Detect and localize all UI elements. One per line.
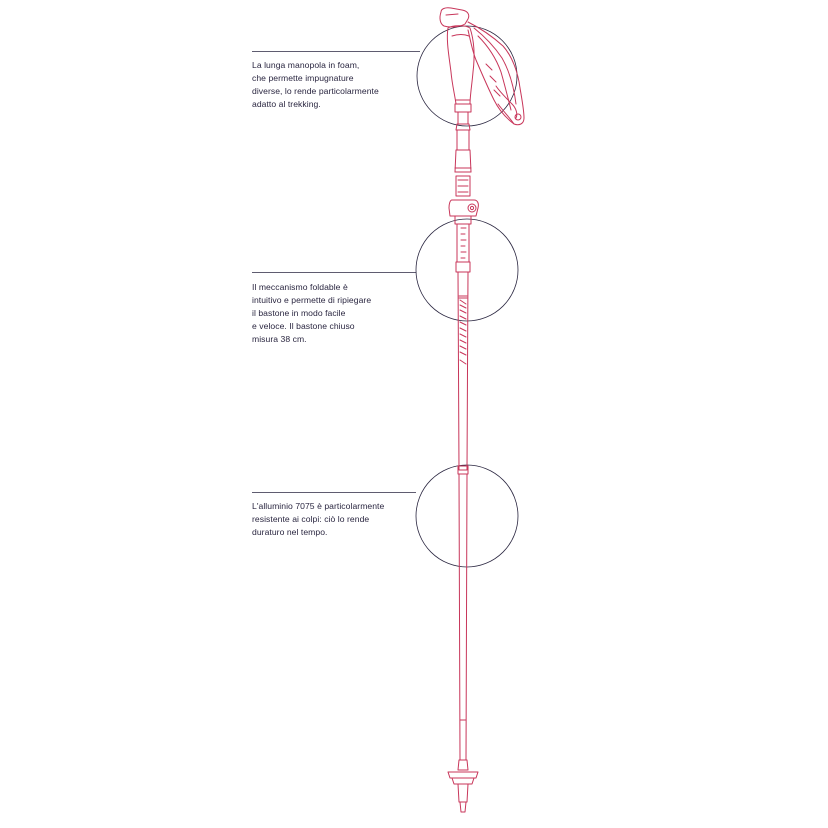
callout-text-grip xyxy=(252,59,412,111)
magnifier-circle-fold xyxy=(416,219,518,321)
callout-line: e veloce. Il bastone chiuso xyxy=(252,321,355,331)
pole-basket xyxy=(448,772,478,778)
pole-grip-collar xyxy=(455,104,471,112)
callout-line: resistente ai colpi: ciò lo rende xyxy=(252,514,370,524)
pole-lower-shaft xyxy=(459,474,467,760)
callout-line: il bastone in modo facile xyxy=(252,308,346,318)
callout-line: misura 38 cm. xyxy=(252,334,307,344)
callout-line: Il meccanismo foldable è xyxy=(252,282,348,292)
pole-top-cap xyxy=(440,8,469,27)
callout-text-fold xyxy=(252,281,412,346)
callout-line: La lunga manopola in foam, xyxy=(252,60,360,70)
trekking-pole xyxy=(440,8,524,812)
pole-tip-ferrule xyxy=(458,760,468,770)
callout-line: adatto al trekking. xyxy=(252,99,321,109)
callout-text-aluminium xyxy=(252,500,412,539)
pole-adjustment-scale xyxy=(457,224,469,262)
callout-line: che permette impugnature xyxy=(252,73,354,83)
callout-line: diverse, lo rende particolarmente xyxy=(252,86,379,96)
callout-line: L'alluminio 7075 è particolarmente xyxy=(252,501,385,511)
callout-line: duraturo nel tempo. xyxy=(252,527,328,537)
callout-line: intuitivo e permette di ripiegare xyxy=(252,295,372,305)
pole-upper-shaft xyxy=(457,130,469,150)
